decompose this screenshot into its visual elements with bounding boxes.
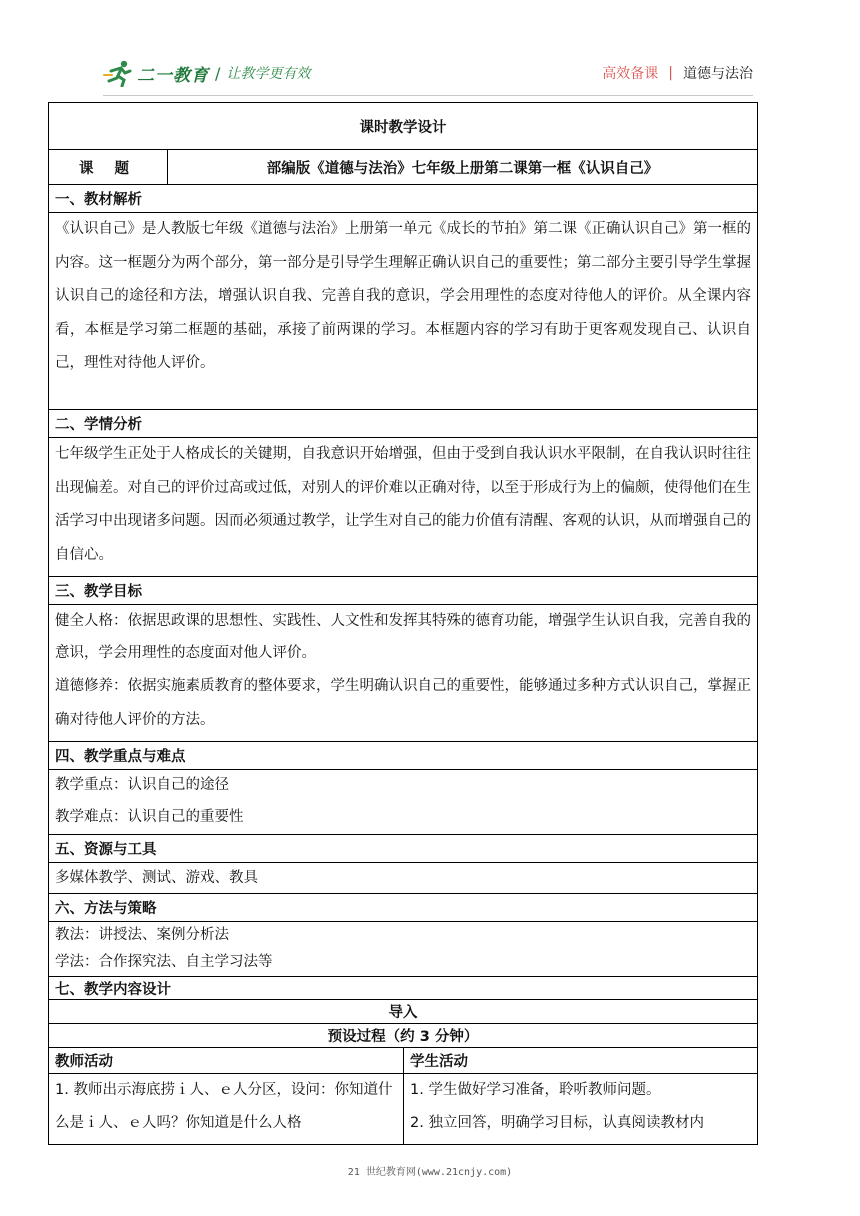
teacher-activity-text: 1. 教师出示海底捞ｉ人、ｅ人分区，设问：你知道什么是ｉ人、ｅ人吗？你知道是什么人格 <box>49 1074 404 1145</box>
header-right <box>602 63 753 83</box>
runner-logo-icon <box>103 59 133 87</box>
page-footer: 21 世纪教育网(www.21cnjy.com) <box>347 1167 513 1178</box>
header-subject: 道德与法治 <box>683 66 753 82</box>
student-activity-line: 2. 独立回答，明确学习目标，认真阅读教材内 <box>410 1115 704 1131</box>
logo-name: 二一教育 <box>137 65 209 86</box>
section-text: 《认识自己》是人教版七年级《道德与法治》上册第一单元《成长的节拍》第二课《正确认识自己》第一框的内容。这一框题分为两个部分，第一部分是引导学生理解正确认识自己的重要性；第二部分主要引导学生掌握认识自己的途径和方法，增强认识自我、完善自我的意识，学会用理性的态度对待他人的评价。从全课内容看，本框是学习第二框题的基础，承接了前两课的学习。本框题内容的学习有助于更客观发现自己、认识自己，理性对待他人评价。 <box>49 213 758 410</box>
header-label: 高效备课 <box>602 66 659 82</box>
section-heading: 一、教材解析 <box>49 185 758 213</box>
section-heading: 七、教学内容设计 <box>49 977 758 1000</box>
process-label: 预设过程（约 3 分钟） <box>49 1024 758 1048</box>
section-text <box>49 922 758 977</box>
document-title: 课时教学设计 <box>49 103 758 150</box>
key-point: 教学重点：认识自己的途径 <box>55 777 229 793</box>
section-text <box>49 770 758 835</box>
objective-paragraph: 健全人格：依据思政课的思想性、实践性、人文性和发挥其特殊的德育功能，增强学生认识自我，完善自我的意识，学会用理性的态度面对他人评价。 <box>55 613 751 661</box>
student-activity-text <box>404 1074 758 1145</box>
student-activity-line: 1. 学生做好学习准备，聆听教师问题。 <box>410 1082 661 1098</box>
learning-method: 学法：合作探究法、自主学习法等 <box>55 954 273 970</box>
teaching-method: 教法：讲授法、案例分析法 <box>55 927 229 943</box>
teacher-activity-header: 教师活动 <box>49 1048 404 1074</box>
lesson-title: 部编版《道德与法治》七年级上册第二课第一框《认识自己》 <box>168 150 758 185</box>
section-text <box>49 605 758 742</box>
student-activity-header: 学生活动 <box>404 1048 758 1074</box>
page-header <box>0 0 860 100</box>
section-heading: 三、教学目标 <box>49 577 758 605</box>
section-heading: 四、教学重点与难点 <box>49 742 758 770</box>
header-separator: | <box>668 65 673 81</box>
header-divider <box>103 95 753 96</box>
section-heading: 五、资源与工具 <box>49 835 758 863</box>
section-text: 七年级学生正处于人格成长的关键期，自我意识开始增强，但由于受到自我认识水平限制，在自我认识时往往出现偏差。对自己的评价过高或过低，对别人的评价难以正确对待，以至于形成行为上的偏颇，使得他们在生活学习中出现诸多问题。因而必须通过教学，让学生对自己的能力价值有清醒、客观的认识，从而增强自己的自信心。 <box>49 438 758 577</box>
section-heading: 六、方法与策略 <box>49 894 758 922</box>
lesson-design-table <box>48 102 758 1145</box>
lesson-label: 课 题 <box>49 150 168 185</box>
logo-slogan: 让教学更有效 <box>226 66 311 82</box>
objective-paragraph: 道德修养：依据实施素质教育的整体要求，学生明确认识自己的重要性，能够通过多种方式认识自己，掌握正确对待他人评价的方法。 <box>55 678 751 728</box>
difficult-point: 教学难点：认识自己的重要性 <box>55 809 244 825</box>
logo <box>103 56 310 90</box>
section-heading: 二、学情分析 <box>49 410 758 438</box>
section-text: 多媒体教学、测试、游戏、教具 <box>49 863 758 894</box>
intro-label: 导入 <box>49 1000 758 1024</box>
logo-divider: / <box>215 63 221 83</box>
